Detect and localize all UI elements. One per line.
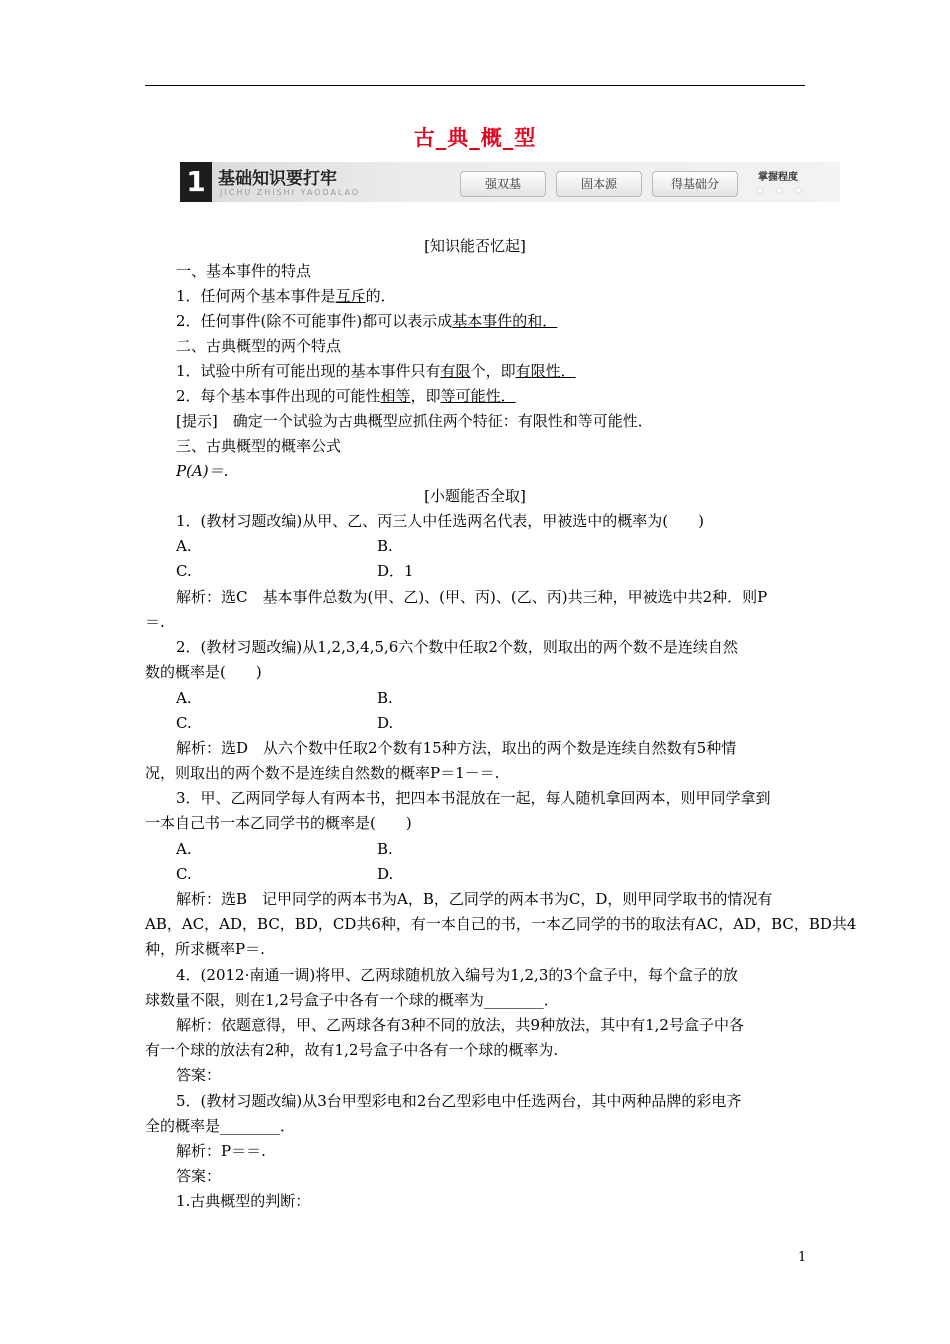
question-4-line-1: 4．(2012·南通一调)将甲、乙两球随机放入编号为1,2,3的3个盒子中，每个盒子的放 [176,966,738,984]
item-2-2: 2．每个基本事件出现的可能性相等，即等可能性． [176,387,516,405]
question-5-line-2: 全的概率是________． [145,1117,296,1135]
q1-solution-line-1: 解析：选C 基本事件总数为(甲、乙)、(甲、丙)、(乙、丙)共三种，甲被选中共2种．则P [176,588,768,606]
q3-solution-line-2: AB，AC，AD，BC，BD，CD共6种，有一本自己的书，一本乙同学的书的取法有AC，AD，BC，BD共4 [145,915,857,933]
q3-solution-line-1: 解析：选B 记甲同学的两本书为A，B，乙同学的两本书为C，D，则甲同学取书的情况有 [176,890,773,908]
heading-classical-features: 二、古典概型的两个特点 [176,337,342,355]
q3-option-d: D. [377,865,394,883]
mastery-level-label: 掌握程度 [758,172,798,183]
q5-solution: 解析：P＝＝. [176,1142,266,1160]
q2-solution-line-2: 况，则取出的两个数不是连续自然数的概率P＝1－＝. [145,764,500,782]
item-1-2: 2．任何事件(除不可能事件)都可以表示成基本事件的和． [176,312,558,330]
question-1: 1．(教材习题改编)从甲、乙、丙三人中任选两名代表，甲被选中的概率为( ) [176,512,704,530]
heading-probability-formula: 三、古典概型的概率公式 [176,437,342,455]
question-3-line-2: 一本自己书一本乙同学书的概率是( ) [145,814,412,832]
classical-model-judgement-heading: 1.古典概型的判断： [176,1192,311,1210]
q3-option-a: A. [176,840,192,858]
page-title: 古_典_概_型 [413,126,537,150]
question-5-line-1: 5．(教材习题改编)从3台甲型彩电和2台乙型彩电中任选两台，其中两种品牌的彩电齐 [176,1092,742,1110]
q5-answer: 答案： [176,1167,222,1185]
banner-heading: 基础知识要打牢 [218,169,337,189]
question-2-line-2: 数的概率是( ) [145,663,262,681]
tag-dejichufen: 得基础分 [652,171,738,197]
section-heading-knowledge: [知识能否忆起] [424,237,526,255]
q2-solution-line-1: 解析：选D 从六个数中任取2个数有15种方法，取出的两个数是连续自然数有5种情 [176,739,737,757]
item-1-1: 1．任何两个基本事件是互斥的． [176,287,396,305]
tag-gubenyuan: 固本源 [556,171,642,197]
q2-option-d: D. [377,714,394,732]
q4-answer: 答案： [176,1066,222,1084]
question-4-line-2: 球数量不限，则在1,2号盒子中各有一个球的概率为________． [145,991,559,1009]
tag-qiangshuangji: 强双基 [460,171,546,197]
section-number-badge: 1 [180,162,212,202]
q3-option-b: B. [377,840,393,858]
q2-option-b: B. [377,689,393,707]
item-2-1: 1．试验中所有可能出现的基本事件只有有限个，即有限性． [176,362,576,380]
question-3-line-1: 3．甲、乙两同学每人有两本书，把四本书混放在一起，每人随机拿回两本，则甲同学拿到 [176,789,771,807]
q4-solution-line-1: 解析：依题意得，甲、乙两球各有3种不同的放法，共9种放法，其中有1,2号盒子中各 [176,1016,744,1034]
mastery-stars-icon: ★ ★ ★ [755,184,807,197]
q1-option-a: A. [176,537,192,555]
q1-option-d: D．1 [377,562,414,580]
header-rule [145,85,805,86]
q3-option-c: C. [176,865,192,883]
q1-option-c: C. [176,562,192,580]
q3-solution-line-3: 种，所求概率P＝. [145,940,265,958]
formula: P(A)＝. [176,462,229,480]
section-heading-exercises: [小题能否全取] [424,487,526,505]
page-number: 1 [798,1250,807,1265]
heading-basic-event-features: 一、基本事件的特点 [176,262,312,280]
section-banner [180,162,840,202]
q2-option-a: A. [176,689,192,707]
q1-option-b: B. [377,537,393,555]
banner-pinyin: JICHU ZHISHI YAODALAO [220,188,361,197]
q1-solution-line-2: ＝. [145,613,165,631]
q2-option-c: C. [176,714,192,732]
question-2-line-1: 2．(教材习题改编)从1,2,3,4,5,6六个数中任取2个数，则取出的两个数不是连续自然 [176,638,738,656]
q4-solution-line-2: 有一个球的放法有2种，故有1,2号盒子中各有一个球的概率为. [145,1041,559,1059]
hint-text: [提示] 确定一个试验为古典概型应抓住两个特征：有限性和等可能性． [176,412,653,430]
